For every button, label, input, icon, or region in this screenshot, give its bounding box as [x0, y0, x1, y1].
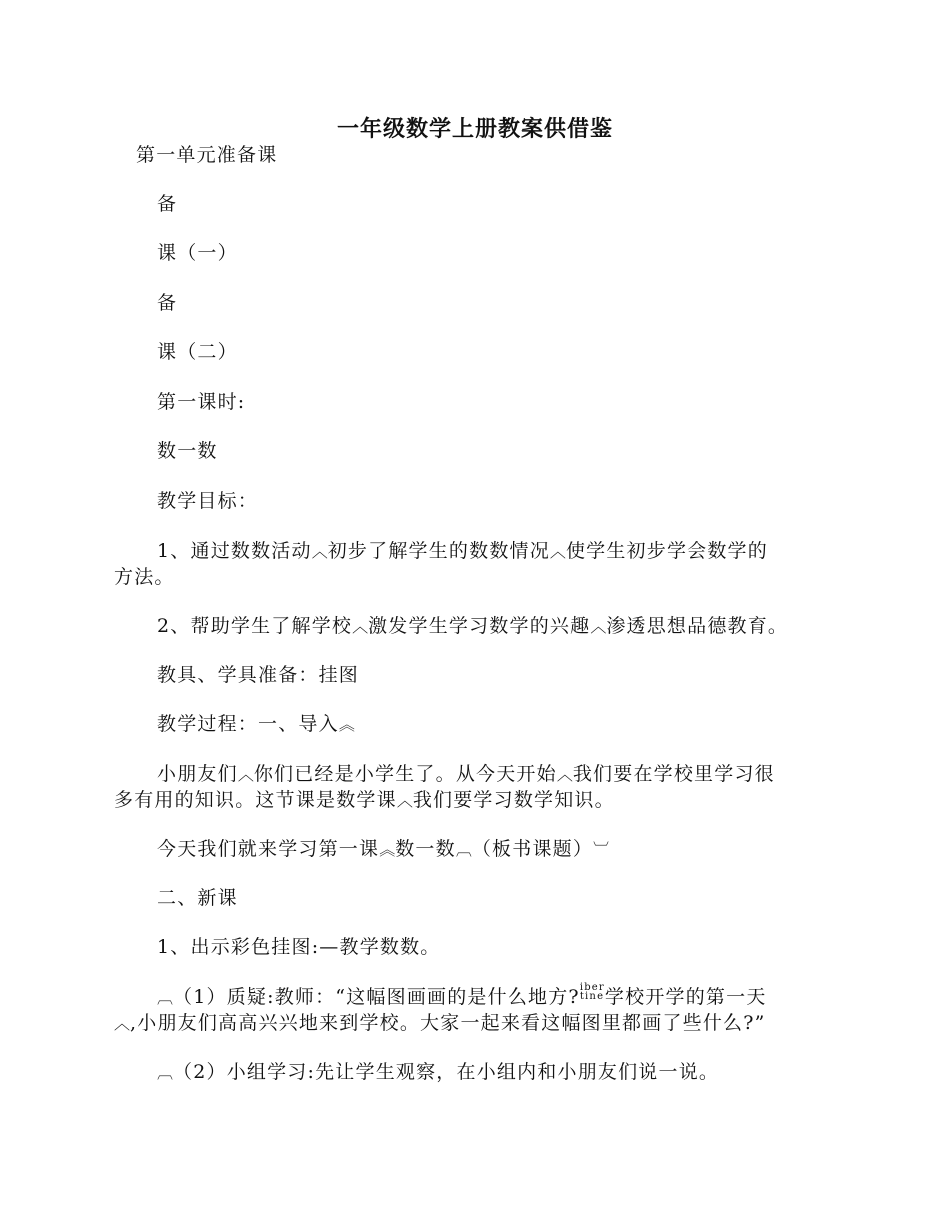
double-caret-glyph-icon: ︽ — [379, 840, 396, 859]
superscript-fragment — [580, 983, 605, 1001]
text-span: 初步了解学生的数数情况 — [327, 540, 550, 562]
paragraph-line: 备 — [157, 292, 178, 314]
caret-glyph-icon: ︿ — [549, 542, 566, 561]
paragraph-line: 第一课时: — [157, 391, 246, 413]
caret-glyph-icon: ︿ — [114, 1014, 131, 1033]
text-span: 今天我们就来学习第一课 — [157, 838, 380, 860]
paragraph-line: 备 — [157, 193, 178, 215]
caret-glyph-icon: ︿ — [237, 765, 254, 784]
caret-glyph-icon: ︿ — [590, 617, 607, 636]
paragraph-line — [157, 983, 767, 1012]
paragraph-line — [157, 537, 768, 566]
paragraph-line — [157, 760, 775, 789]
paragraph-line — [157, 612, 788, 641]
text-span: （板书课题） — [471, 838, 594, 860]
double-caret-glyph-icon: ︽ — [338, 715, 355, 734]
caret-glyph-icon: ︿ — [352, 617, 369, 636]
paragraph-line: 数一数 — [157, 440, 218, 462]
document-title: 一年级数学上册教案供借鉴 — [336, 116, 613, 142]
paragraph-line: 教具、学具准备：挂图 — [157, 664, 360, 686]
text-span: 我们要在学校里学习很 — [572, 763, 775, 785]
bracket-open-glyph-icon: ︹ — [157, 988, 174, 1007]
section-heading: 二、新课 — [157, 887, 238, 909]
paragraph-line — [114, 786, 615, 815]
text-span: （1）质疑:教师：“这幅图画画的是什么地方? — [173, 986, 580, 1008]
caret-glyph-icon: ︿ — [556, 765, 573, 784]
text-span: 使学生初步学会数学的 — [565, 540, 768, 562]
superscript-top: iber — [579, 982, 605, 993]
text-span: 数一数 — [395, 838, 456, 860]
bracket-open-glyph-icon: ︹ — [157, 1063, 174, 1082]
text-span: 教学过程：一、导入 — [157, 713, 339, 735]
text-span: 多有用的知识。这节课是数学课 — [114, 789, 397, 811]
text-span: 你们已经是小学生了。从今天开始 — [253, 763, 557, 785]
caret-glyph-icon: ︿ — [396, 791, 413, 810]
text-span: （2）小组学习:先让学生观察，在小组内和小朋友们说一说。 — [173, 1061, 720, 1083]
text-span: 我们要学习数学知识。 — [412, 789, 615, 811]
text-span: 小朋友们 — [157, 763, 238, 785]
text-span: 学校开学的第一天 — [604, 986, 767, 1008]
paragraph-line: 课（二） — [157, 341, 238, 363]
text-span: 渗透思想品德教育。 — [606, 615, 789, 637]
text-span: 2、帮助学生了解学校 — [157, 615, 353, 637]
paragraph-line — [157, 835, 609, 864]
paragraph-line — [157, 1058, 719, 1087]
paragraph-line — [114, 1009, 766, 1038]
section-heading: 教学目标： — [157, 490, 259, 512]
bracket-open-glyph-icon: ︹ — [455, 840, 472, 859]
text-span: 1、通过数数活动 — [157, 540, 312, 562]
bracket-close-glyph-icon: ︺ — [593, 840, 610, 859]
paragraph-line: 1、出示彩色挂图:—教学数数。 — [157, 936, 441, 958]
text-span: 激发学生学习数学的兴趣 — [368, 615, 591, 637]
caret-glyph-icon: ︿ — [311, 542, 328, 561]
paragraph-line: 课（一） — [157, 242, 238, 264]
text-span: ,小朋友们高高兴兴地来到学校。大家一起来看这幅图里都画了些什么?” — [130, 1012, 766, 1034]
superscript-bottom: tine — [579, 991, 605, 1002]
paragraph-line — [157, 710, 355, 739]
unit-heading: 第一单元准备课 — [136, 144, 278, 166]
paragraph-line: 方法。 — [114, 566, 175, 588]
